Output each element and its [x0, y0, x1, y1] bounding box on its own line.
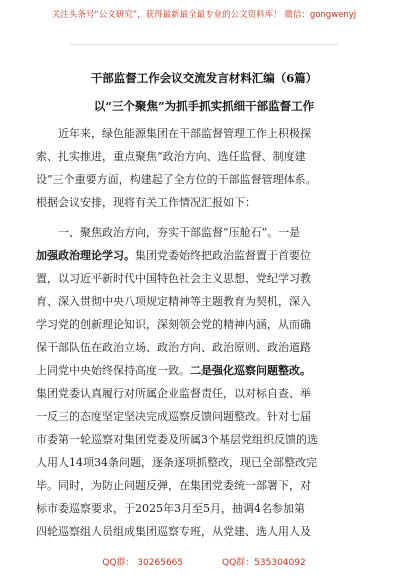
body-line: 市委第一轮巡察对集团党委及所属3个基层党组织反馈的选: [36, 433, 318, 446]
body-line: [36, 249, 311, 263]
body-line: 四轮巡察组人员组成集团巡察专班，从党建、选人用人及: [36, 525, 311, 538]
body-line: 近年来，绿色能源集团在干部监督管理工作上积极探: [58, 127, 311, 140]
document-title: 干部监督工作会议交流发言材料汇编（6篇）: [90, 71, 318, 85]
body-line: 育、深入贯彻中央八项规定精神等主题教育为契机，深入: [36, 295, 311, 308]
section-heading-1: 一、聚焦政治方向，夯实干部监督“压舱石”。一是: [58, 226, 301, 239]
body-line: 保干部队伍在政治立场、政治方向、政治原则、政治道路: [36, 341, 311, 354]
body-line: [36, 364, 311, 378]
body-line-rest: 集团党委始终把政治监督置于首要位: [135, 249, 311, 262]
body-line: 一反三的态度坚定坚决完成巡察反馈问题整改。针对七届: [36, 410, 311, 423]
body-line: 根据会议安排，现将有关工作情况汇报如下：: [36, 196, 256, 209]
body-line-bold-part: 二是强化巡察问题整改。: [190, 364, 311, 377]
header-banner: 关注头条号“公文研究”，获得最新最全最专业的公文资料库！ 微信：gongwenyj: [51, 10, 357, 20]
body-line: 索、扎实推进，重点聚焦“政治方向、选任监督、制度建: [36, 150, 306, 163]
document-subtitle: 以“三个聚焦”为抓手抓实抓细干部监督工作: [93, 99, 315, 113]
body-line: 设”三个重要方面，构建起了全方位的干部监督管理体系。: [36, 173, 317, 186]
body-line: 标市委巡察要求，于2025年3月至5月，抽调4名参加第: [36, 502, 305, 515]
body-line-rest: 上同党中央始终保持高度一致。: [36, 364, 190, 377]
footer-contacts: [0, 555, 408, 568]
body-line: 人用人14项34条问题，逐条逐项抓整改，现已全部整改完: [36, 456, 317, 469]
body-line: 集团党委认真履行对所属企业监督责任，以对标自查、举: [36, 387, 311, 400]
body-line: 学习党的创新理论知识，深刻领会党的精神内涵，从而确: [36, 318, 311, 331]
footer-qq-group-1: QQ群： 30265665: [102, 558, 184, 568]
footer-qq-group-2: QQ群：535304092: [222, 558, 306, 568]
body-line: 置，以习近平新时代中国特色社会主义思想、党纪学习教: [36, 272, 311, 285]
body-line-bold-part: 加强政治理论学习。: [36, 249, 135, 262]
body-line: 毕。同时，为防止问题反弹，在集团党委统一部署下，对: [36, 479, 311, 492]
